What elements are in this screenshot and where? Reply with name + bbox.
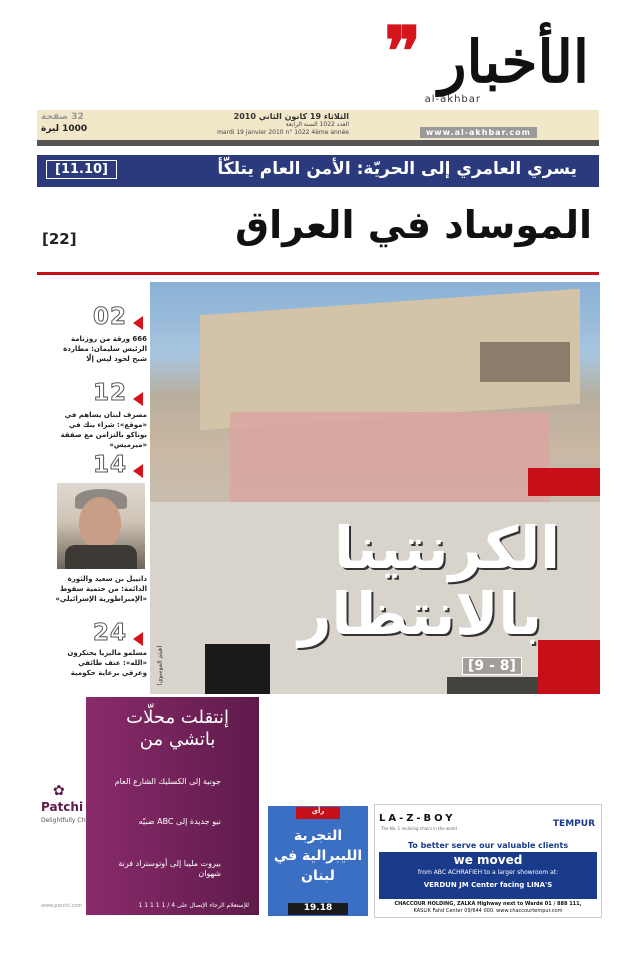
patchi-headline: إنتقلت محلّات باتشي من (126, 707, 229, 750)
photo-title-line1: الكرنتينا (333, 514, 560, 582)
patchi-location: جونية إلى الكسليك الشارع العام (114, 777, 221, 786)
date-french: mardi 19 janvier 2010 n° 1022 4ème année (217, 129, 349, 136)
logo-latin-text: al-akhbar (424, 94, 481, 105)
sidebar-page-number: 14 (92, 452, 127, 478)
lazboy-ad[interactable] (374, 804, 602, 918)
banner-page-ref: [11.10] (46, 160, 117, 179)
masthead (37, 12, 599, 140)
sidebar-item-text: مصرف لبنان يساهم في «موقع»: شراء بنك في بوناكو بالتزامن مع صفقة «ميرميس» (60, 411, 147, 449)
red-triangle-icon (133, 464, 143, 478)
red-triangle-icon (133, 316, 143, 330)
sidebar-item-text: دانييل بن سعيد والثورة الدائمة: من حتمية سقوط «الإمبراطورية الإسرائيلي» (55, 575, 147, 603)
patchi-url: www.patchi.com (41, 903, 83, 909)
sidebar-item-text: مسلمو ماليزيا يحتكرون «الله»: عنف طائفي وعرقي برعاية حكومية (67, 649, 147, 677)
main-headline[interactable]: الموساد في العراق (235, 203, 592, 247)
opinion-page-ref: 19.18 (288, 903, 348, 915)
red-accent-bar (538, 640, 600, 694)
headline-page-ref: [22] (42, 230, 77, 248)
price: 1000 ليرة (41, 124, 88, 134)
photo-credit: (هيثم الموسوي) (156, 645, 164, 686)
lazboy-footer-line2: KASLIK Fahd Center 09/644 000. www.chaccourtempur.com (413, 908, 563, 914)
main-photo[interactable] (150, 282, 600, 694)
sidebar-item-text: 666 ورقة من روزنامة الرئيس سليمان: مطاردة شبح لحود ليس إلّا (63, 335, 147, 363)
patchi-location: نيو جديدة إلى ABC ضبيّه (138, 817, 221, 826)
sidebar-page-number: 02 (92, 304, 127, 330)
lazboy-verdun-text: VERDUN JM Center facing LINA'S (423, 881, 553, 889)
patchi-footer: للإستعلام الرجاء الإتصال على 4 / 1 1 1 1 1 (138, 902, 249, 909)
opinion-tag: رأي (296, 807, 340, 819)
patchi-tagline: Delightfully Chic (41, 817, 91, 824)
tempur-logo: TEMPUR (552, 819, 595, 829)
lazboy-footer-line1: CHACCOUR HOLDING, ZALKA Highway next to Wardé 01 / 888 111, (394, 901, 582, 907)
sidebar-page-number: 12 (92, 380, 127, 406)
page-count: 32 صفحة (41, 112, 84, 122)
lazboy-serve-text: To better serve our valuable clients (407, 841, 569, 850)
opinion-title: التجربة الليبرالية في لبنان (273, 828, 363, 884)
red-triangle-icon (133, 632, 143, 646)
lazboy-moved-text: we moved (453, 853, 523, 867)
patchi-location: بيروت مليبا إلى أوتوستراد فرنة شهوان (118, 859, 221, 878)
author-portrait (57, 483, 145, 569)
red-accent-bar (528, 468, 600, 496)
photo-page-ref: [9 - 8] (462, 657, 522, 675)
opinion-box[interactable] (268, 806, 368, 916)
top-banner[interactable] (37, 155, 599, 187)
banner-headline: يسري العامري إلى الحريّة: الأمن العام يتلكّأ (217, 159, 577, 179)
sidebar-page-number: 24 (92, 620, 127, 646)
red-triangle-icon (133, 392, 143, 406)
lazboy-from-text: from ABC ACHRAFIEH to a larger showroom at: (417, 869, 559, 876)
logo-quote-mark: ❞ (384, 12, 421, 92)
website-url[interactable]: www.al-akhbar.com (420, 127, 537, 138)
lazboy-logo: LA-Z-BOY (379, 813, 456, 824)
patchi-logo-icon: ✿ (53, 783, 65, 799)
lazboy-blue-panel (379, 852, 597, 899)
patchi-ad[interactable] (37, 697, 259, 915)
lazboy-tagline: The No. 1 reclining chairs in the world (381, 826, 457, 831)
newspaper-logo: الأخبار (438, 28, 589, 96)
sidebar (37, 282, 147, 682)
patchi-brand: Patchi (41, 800, 84, 814)
issue-arabic: العدد 1022 السنة الرابعة (285, 121, 349, 128)
date-arabic: الثلاثاء 19 كانون الثاني 2010 (233, 112, 349, 121)
header-divider (37, 140, 599, 146)
red-rule (37, 272, 599, 275)
photo-title-line2: بالانتظار (298, 580, 542, 648)
